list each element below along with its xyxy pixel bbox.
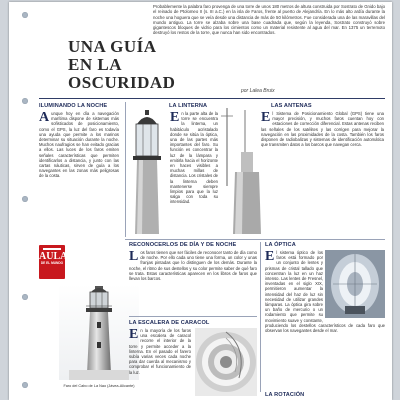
antenna-photo (221, 106, 261, 236)
binder-holes (22, 2, 28, 400)
body-text: os faros tienen que ser fáciles de reconocer tanto de día como de noche. Por ello cada uno tiene una forma, un color y unas franjas pintadas que lo distinguen de los demás. Durante la noche, el ritmo de sus destellos y su color permite saber de qué faro se trata. Estas características aparecen en los libros de faros que llevan los barcos. (129, 250, 257, 282)
drop-cap: L (129, 250, 139, 264)
text-antenas (261, 111, 384, 239)
text-escalera (129, 328, 191, 396)
byline: por Lalea Bruix (241, 88, 275, 94)
intro-paragraph: Probablemente la palabra faro provenga de una torre de unos 180 metros de altura construida por Sostrato de Gnido bajo el reinado de Ptolomeo II (s. III a.C.) en la isla de Faros, frente al puerto de Alejandría. En lo más alto ardía durante la noche una hoguera que se veía desde una distancia de más de 50 kilómetros. Fue considerada una de las maravillas del mundo antiguo. La torre se alzaba sobre una base cuadrada que, según la leyenda, Sostrato construyó sobre gigantescos bloques de vidrio para los cimientos como un material resistente al agua del mar. En 1375 un terremoto destruyó los restos de la torre, que nunca han sido encontrados. (153, 4, 385, 36)
body-text: l sistema óptico de los faros está formado por un conjunto de lentes y prismas de cristal tallado que concentran la luz en un haz intenso. Las lentes de Fresnel, inventadas en el siglo XIX, permitieron aumentar la intensidad del haz de luz sin necesidad de utilizar grandes lámparas. La óptica gira sobre un baño de mercurio o un rodamiento que permite su movimiento suave y constante, produciendo los destellos característicos de cada faro que observan los navegantes desde el mar. (265, 250, 385, 334)
text-optica (265, 250, 385, 390)
binder-hole (22, 382, 28, 388)
heading-antenas: LAS ANTENAS (271, 103, 312, 109)
heading-linterna: LA LINTERNA (169, 103, 208, 109)
heading-iluminando: ILUMINANDO LA NOCHE (39, 103, 108, 109)
drop-cap: A (39, 111, 50, 125)
text-iluminando (39, 111, 119, 239)
binder-hole (22, 294, 28, 300)
binder-hole (22, 12, 28, 18)
logo-sub: DE EL MUNDO (40, 261, 64, 265)
text-reconocerlos (129, 250, 257, 308)
binder-hole (22, 196, 28, 202)
staircase-photo (195, 328, 257, 396)
photo-caption: Faro del Cabo de La Nao (Jávea-Alicante) (63, 384, 135, 388)
title-line-1: UNA GUÍA (68, 37, 157, 56)
section-rule (129, 316, 257, 317)
logo-main: AULA (39, 251, 68, 262)
drop-cap: E (170, 111, 180, 125)
heading-rotacion: LA ROTACIÓN (265, 392, 305, 398)
column-divider (260, 242, 261, 392)
lantern-photo (129, 106, 165, 236)
aula-logo (39, 245, 68, 279)
body-text: n la mayoría de los faros una escalera de caracol recorre el interior de la torre y permite acceder a la linterna. En el pasado el farero subía varias veces cada noche para dar cuerda al mecanismo y comprobar el funcionamiento de la luz. (129, 328, 191, 375)
column-divider (125, 102, 126, 237)
drop-cap: E (129, 328, 139, 342)
body-text: l Sistema de Posicionamiento Global (GPS) tiene una mayor precisión, y muchos faros cuentan hoy con estaciones de corrección diferencial. Estas antenas reciben las señales de los satélites y las corrigen para mejorar la navegación en las proximidades de la costa. También los faros disponen de radiobalizas y sistemas de identificación automática que transmiten datos a los barcos que navegan cerca. (261, 111, 384, 148)
heading-optica: LA ÓPTICA (265, 242, 296, 248)
page-title (68, 38, 188, 92)
binder-hole (22, 98, 28, 104)
title-line-2: EN LA OSCURIDAD (68, 55, 176, 92)
drop-cap: E (261, 111, 271, 125)
body-text: n la parte alta de la torre se encuentra la linterna, un habitáculo acristalado donde se sitúa la óptica, una de las partes más importantes del faro. Su función es concentrar la luz de la lámpara y emitirla hacia el horizonte en haces visibles a muchas millas de distancia. Los cristales de la linterna deben mantenerse siempre limpios para que la luz salga con toda su intensidad. (170, 111, 218, 205)
magazine-page (9, 2, 392, 400)
middle-rule (125, 239, 385, 240)
top-rule (39, 98, 385, 99)
drop-cap: E (265, 250, 275, 264)
heading-reconocerlos: RECONOCERLOS DE DÍA Y DE NOCHE (129, 242, 237, 248)
heading-escalera: LA ESCALERA DE CARACOL (129, 320, 210, 326)
body-text: unque hoy en día a navegación marítima dispone de sistemas más sofisticados de posicionamiento, como el GPS, la luz del faro es todavía una ayuda que permite a los marinos determinar su situación durante la noche. Muchos naufragios se han evitado gracias a ellos. Las luces de los faros emiten señales características que permiten identificarlos a distancia, y junto con las cartas náuticas, sirven de guía a los navegantes en las zonas más peligrosas de la costa. (39, 111, 119, 179)
text-linterna (170, 111, 218, 237)
lighthouse-photo (59, 284, 139, 380)
